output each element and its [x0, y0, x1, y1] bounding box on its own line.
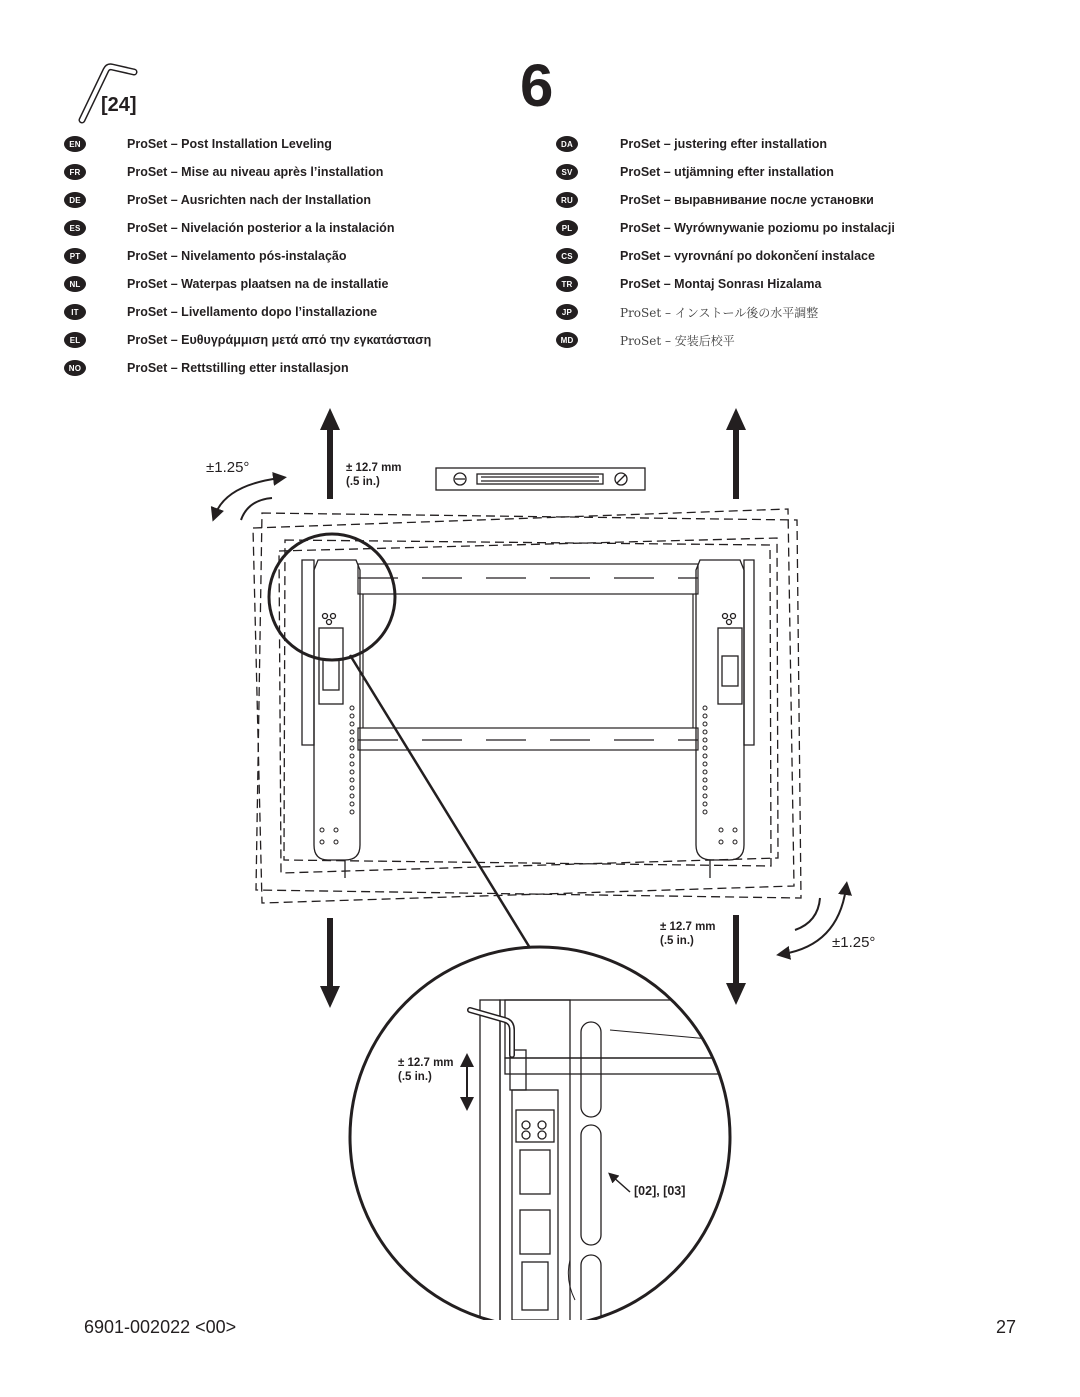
adjust-range-label-bottom — [660, 920, 716, 948]
step-title: ProSet – Ευθυγράμμιση μετά από την εγκατάσταση — [127, 333, 432, 347]
language-badge: JP — [556, 304, 578, 320]
step-title: ProSet – justering efter installation — [620, 137, 827, 151]
step-title: ProSet – Nivelación posterior a la instalación — [127, 221, 395, 235]
language-badge: TR — [556, 276, 578, 292]
list-item — [64, 274, 388, 294]
detail-leader-line — [350, 655, 530, 948]
step-title: ProSet – Mise au niveau après l’installation — [127, 165, 384, 179]
step-title: ProSet – Ausrichten nach der Installation — [127, 193, 372, 207]
language-badge: FR — [64, 164, 86, 180]
step-title: ProSet – Post Installation Leveling — [127, 137, 332, 151]
adjust-range-in: (.5 in.) — [346, 476, 380, 488]
list-item — [556, 218, 895, 238]
step-title: ProSet – Rettstilling etter installasjon — [127, 361, 349, 375]
language-badge: CS — [556, 248, 578, 264]
step-title: ProSet – utjämning efter installation — [620, 165, 834, 179]
page-number: 27 — [996, 1317, 1017, 1337]
list-item — [556, 274, 821, 294]
list-item — [556, 162, 834, 182]
tool-label: [24] — [101, 94, 137, 116]
language-badge: IT — [64, 304, 86, 320]
language-badge: SV — [556, 164, 578, 180]
adjust-range-mm: ± 12.7 mm — [398, 1057, 454, 1069]
step-title: ProSet – Waterpas plaatsen na de installatie — [127, 277, 389, 291]
zoomed-detail — [350, 947, 745, 1320]
list-item — [64, 134, 332, 154]
step-title: ProSet – Wyrównywanie poziomu po instalacji — [620, 221, 895, 235]
document-number: 6901-002022 <00> — [84, 1317, 237, 1337]
detail-callout-circle — [269, 534, 395, 660]
language-badge: DA — [556, 136, 578, 152]
lower-arrow-left — [320, 918, 340, 1008]
adjust-range-label-detail — [398, 1056, 454, 1084]
raise-arrow-left — [320, 408, 340, 499]
adjust-range-in: (.5 in.) — [398, 1071, 432, 1083]
step-title: ProSet – Montaj Sonrası Hizalama — [620, 277, 822, 291]
rotation-angle-label-left: ±1.25° — [206, 459, 250, 476]
raise-arrow-right — [726, 408, 746, 499]
step-title: ProSet – インストール後の水平調整 — [620, 305, 819, 320]
list-item — [64, 358, 349, 378]
adjust-range-mm: ± 12.7 mm — [660, 921, 716, 933]
adjust-range-mm: ± 12.7 mm — [346, 462, 402, 474]
language-badge: NL — [64, 276, 86, 292]
mounting-bracket-right — [696, 560, 754, 878]
parts-callout: [02], [03] — [634, 1184, 686, 1198]
step-title: ProSet – Livellamento dopo l’installazione — [127, 305, 378, 319]
rotation-angle-label-right: ±1.25° — [832, 934, 876, 951]
language-badge: MD — [556, 332, 578, 348]
step-number: 6 — [520, 52, 554, 119]
language-badge: EN — [64, 136, 86, 152]
list-item — [64, 302, 377, 322]
language-badge: PT — [64, 248, 86, 264]
lower-arrow-right — [726, 915, 746, 1005]
list-item — [64, 330, 431, 350]
step-title: ProSet – выравнивание после установки — [620, 193, 874, 207]
list-item — [556, 330, 735, 350]
step-title: ProSet – Nivelamento pós-instalação — [127, 249, 347, 263]
language-badge: EL — [64, 332, 86, 348]
language-badge: NO — [64, 360, 86, 376]
adjust-range-in: (.5 in.) — [660, 935, 694, 947]
adjust-range-label-top — [346, 461, 402, 489]
list-item — [64, 246, 347, 266]
list-item — [556, 302, 818, 322]
language-badge: PL — [556, 220, 578, 236]
language-badge: ES — [64, 220, 86, 236]
list-item — [64, 190, 371, 210]
list-item — [556, 246, 875, 266]
list-item — [64, 218, 394, 238]
bubble-level — [436, 468, 645, 490]
leveling-diagram — [0, 395, 1080, 1320]
wall-plate — [358, 564, 698, 750]
language-badge: RU — [556, 192, 578, 208]
list-item — [556, 134, 827, 154]
step-title: ProSet – 安装后校平 — [620, 333, 735, 348]
list-item — [556, 190, 874, 210]
language-badge: DE — [64, 192, 86, 208]
list-item — [64, 162, 383, 182]
step-title: ProSet – vyrovnání po dokončení instalace — [620, 249, 875, 263]
mounting-bracket-left — [302, 560, 360, 878]
